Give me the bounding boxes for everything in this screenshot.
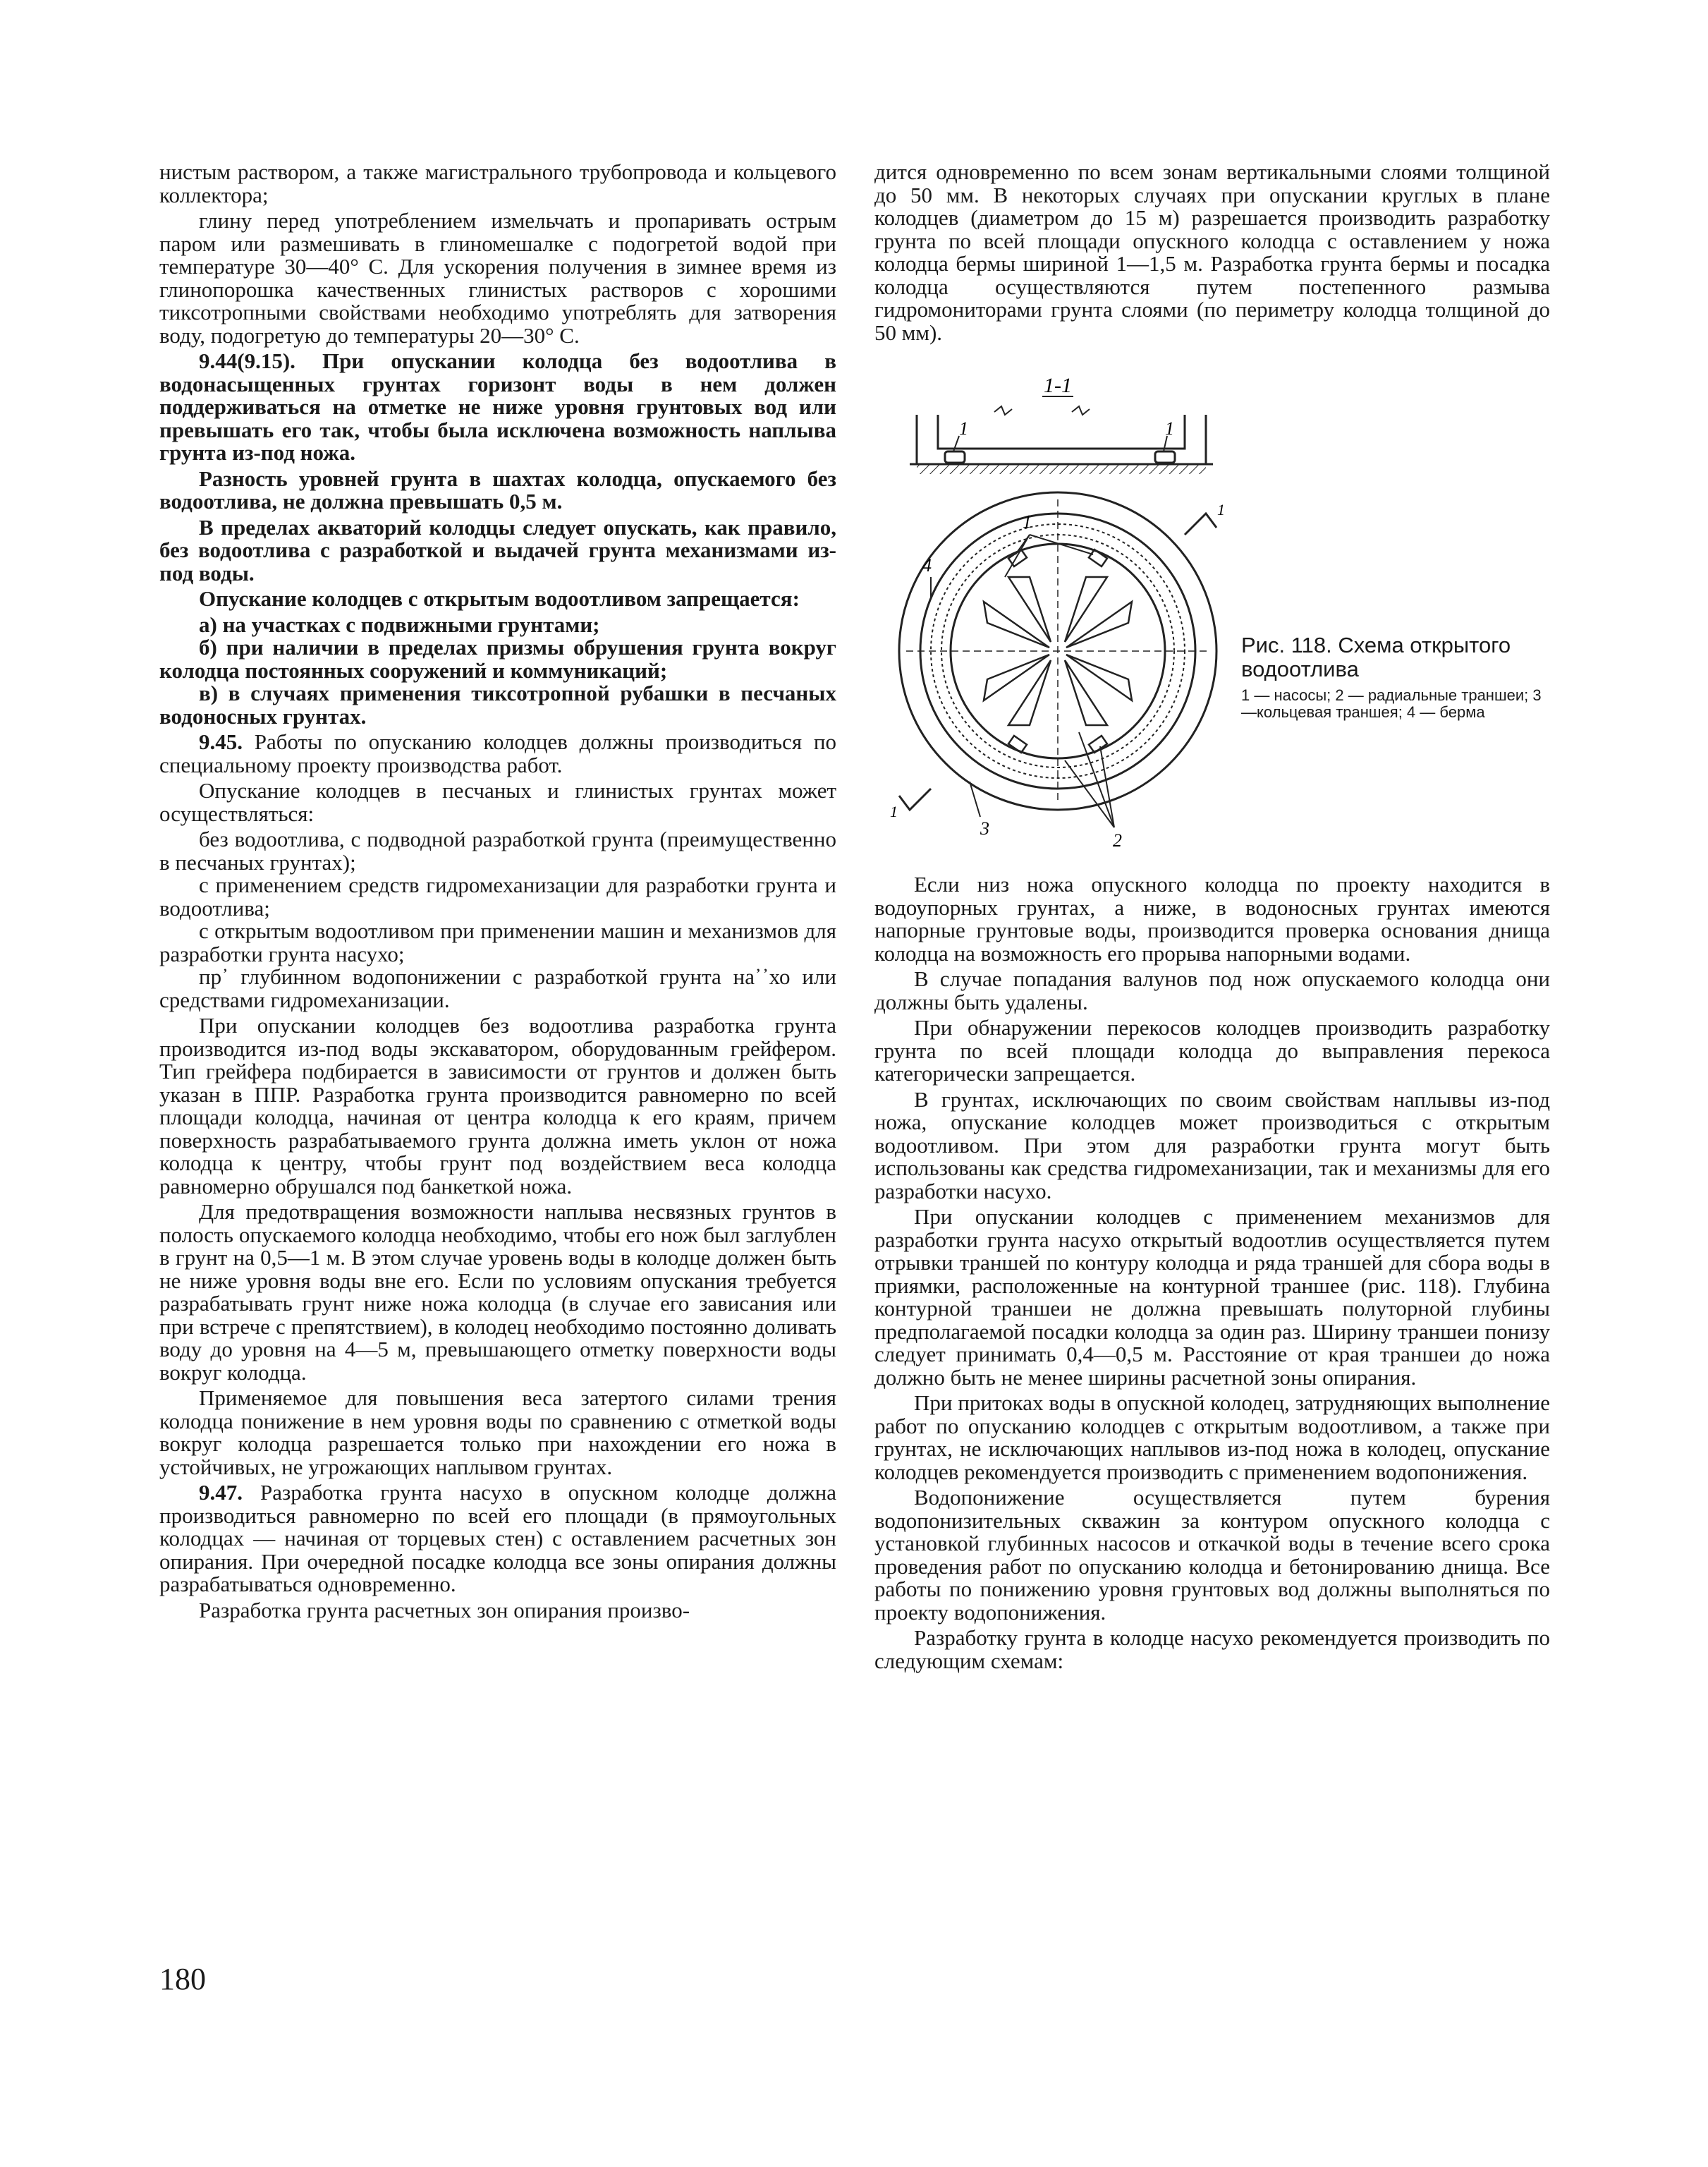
paragraph: В случае попадания валунов под нож опускаемого колодца они должны быть удалены. [874,966,1550,1014]
paragraph: При опускании колодцев без водоотлива разработка грунта производится из-под воды экскаватором, оборудованным грейфером. Тип грейфера подбирается в зависимости от грунтов и должен быть указан в ППР. Разработка грунта производится равномерно по всей площади колодца, начиная от центра колодца к его краям, причем поверхность разрабатываемого грунта должна иметь уклон от ножа колодца к центру, чтобы грунт под воздействием веса колодца равномерно обрушался под банкеткой ножа. [159,1013,836,1198]
label-pump: 1 [1023,511,1032,532]
list-item: б) при наличии в пределах призмы обрушения грунта вокруг колодца постоянных сооружений и коммуникаций; [159,635,836,683]
paragraph: При притоках воды в опускной колодец, затрудняющих выполнение работ по опусканию колодцев с открытым водоотливом, а также при грунтах, не исключающих наплывов из-под ножа в колодец, опускание колодцев рекомендуется производить с применением водопонижения. [874,1390,1550,1484]
right-column [874,161,1550,1675]
pump-icon [1089,550,1107,566]
left-column [159,161,836,1625]
label-pump: 1 [959,418,968,439]
pump-icon [1008,736,1027,753]
label-pump: 1 [1165,418,1174,439]
prohibition-list [159,614,836,729]
plan-view [899,492,1216,827]
paragraph: Опускание колодцев с открытым водоотливом запрещается: [199,586,800,611]
paragraph: нистым раствором, а также магистрального трубопровода и кольцевого коллектора; [159,159,836,207]
label-berm: 4 [922,555,932,576]
figure-118 [874,365,1550,852]
clause-number: 9.47. [199,1480,243,1505]
list-item: без водоотлива, с подводной разработкой грунта (преимущественно в песчаных грунтах); [159,827,836,875]
list-item: пр᾿ глубинном водопонижении с разработкой грунта на᾿᾿хо или средствами гидромеханизации. [159,964,836,1012]
page-number: 180 [159,1962,206,1996]
pump-icon [945,451,965,463]
paragraph: Разность уровней грунта в шахтах колодца, опускаемого без водоотлива, не должна превышать 0,5 м. [159,466,836,514]
method-list [159,828,836,1012]
clause-number: 9.45. [199,729,243,754]
caption-title: Рис. 118. Схема открытого водоотлива [1241,633,1511,681]
list-item: а) на участках с подвижными грунтами; [199,612,600,637]
label-ring-trench: 3 [980,818,989,839]
list-item: в) в случаях применения тиксотропной рубашки в песчаных водоносных грунтах. [159,681,836,729]
pump-icon [1155,451,1175,463]
paragraph: Разработка грунта расчетных зон опирания произво- [199,1597,690,1622]
clause-number: 9.44(9.15). [199,348,295,373]
section-label: 1-1 [1044,374,1072,397]
paragraph: глину перед употреблением измельчать и пропаривать острым паром или размешивать в глиномешалке с подогретой водой при температуре 30—40° С. Для ускорения получения в зимнее время из глинопорошка качественных глинистых растворов с хорошими тиксотропными свойствами необходимо употреблять для затворения воду, подогретую до температуры 20—30° С. [159,208,836,348]
clause-text: Разработка грунта насухо в опускном колодце должна производиться равномерно по всей его площади (в прямоугольных колодцах — начиная от торцевых стен) с оставлением расчетных зон опирания. При очередной посадке колодца все зоны опирания должны разрабатываться одновременно. [159,1480,836,1596]
paragraph: В пределах акваторий колодцы следует опускать, как правило, без водоотлива с разработкой и выдачей грунта механизмами из-под воды. [159,514,836,585]
paragraph [159,1481,836,1596]
paragraph: Разработку грунта в колодце насухо рекомендуется производить по следующим схемам: [874,1625,1550,1673]
open-drainage-diagram [889,365,1227,852]
paragraph: Водопонижение осуществляется путем бурения водопонизительных скважин за контуром опускного колодца с установкой глубинных насосов и откачкой воды в течение всего срока проведения работ по опусканию колодца и бетонированию днища. Все работы по понижению уровня грунтовых вод должны выполняться по проекту водопонижения. [874,1485,1550,1625]
paragraph: В грунтах, исключающих по своим свойствам наплывы из-под ножа, опускание колодцев может производиться с открытым водоотливом. При этом для разработки грунта могут быть использованы как средства гидромеханизации, так и механизмы для его разработки насухо. [874,1086,1550,1203]
label-section-mark: 1 [1217,501,1225,518]
paragraph: Для предотвращения возможности наплыва несвязных грунтов в полость опускаемого колодца необходимо, чтобы его нож был заглублен в грунт на 0,5—1 м. В этом случае уровень воды в колодце должен быть не ниже уровня воды вне его. Если по условиям опускания требуется разрабатывать грунт ниже ножа колодца (в случае его зависания или при встрече с препятствием), в колодец необходимо постоянно доливать воду до уровня на 4—5 м, превышающего отметку поверхности воды вокруг колодца. [159,1199,836,1385]
paragraph [159,350,836,465]
label-section-mark: 1 [890,803,898,820]
paragraph: Опускание колодцев в песчаных и глинистых грунтах может осуществляться: [159,778,836,826]
clause-text: Работы по опусканию колодцев должны производиться по специальному проекту производства работ. [159,729,836,777]
caption-legend: 1 — насосы; 2 — радиальные траншеи; 3—кольцевая траншея; 4 — берма [1241,686,1542,721]
list-item: с применением средств гидромеханизации для разработки грунта и водоотлива; [159,873,836,921]
paragraph: Применяемое для повышения веса затертого силами трения колодца понижение в нем уровня воды по сравнению с отметкой воды вокруг колодца разрешается только при нахождении его ножа в устойчивых, не угрожающих наплывом грунтах. [159,1385,836,1479]
paragraph: При опускании колодцев с применением механизмов для разработки грунта насухо открытый водоотлив осуществляется путем отрывки траншей по контуру колодца и ряда траншей для сбора воды в приямки, расположенные на контурной траншее (рис. 118). Глубина контурной траншеи не должна превышать полуторной глубины предполагаемой посадки колодца за один раз. Ширину траншеи понизу следует принимать 0,4—0,5 м. Расстояние от края траншеи до ножа должно быть не менее ширины расчетной зоны опирания. [874,1204,1550,1390]
figure-caption [1241,633,1551,721]
list-item: с открытым водоотливом при применении машин и механизмов для разработки грунта насухо; [159,918,836,966]
pump-icon [1089,736,1107,753]
paragraph: При обнаружении перекосов колодцев производить разработку грунта по всей площади колодца до выправления перекоса категорически запрещается. [874,1015,1550,1086]
paragraph [159,731,836,777]
label-radial-trench: 2 [1113,830,1122,851]
paragraph: дится одновременно по всем зонам вертикальными слоями толщиной до 50 мм. В некоторых случаях при опускании круглых в плане колодцев (диаметром до 15 м) разрешается производить разработку грунта по всей площади опускного колодца с оставлением у ножа колодца бермы шириной 1—1,5 м. Разработка грунта бермы и посадка колодца осуществляются путем постепенного размыва гидромониторами грунта слоями (по периметру колодца толщиной до 50 мм). [874,159,1550,345]
clause-text: При опускании колодца без водоотлива в водонасыщенных грунтах горизонт воды в нем должен поддерживаться на отметке не ниже уровня грунтовых вод или превышать его так, чтобы была исключена возможность наплыва грунта из-под ножа. [159,348,836,465]
section-view [910,406,1213,474]
paragraph: Если низ ножа опускного колодца по проекту находится в водоупорных грунтах, а ниже, в водоносных грунтах имеются напорные грунтовые воды, производится проверка основания днища колодца на возможность его прорыва напорными водами. [874,872,1550,966]
